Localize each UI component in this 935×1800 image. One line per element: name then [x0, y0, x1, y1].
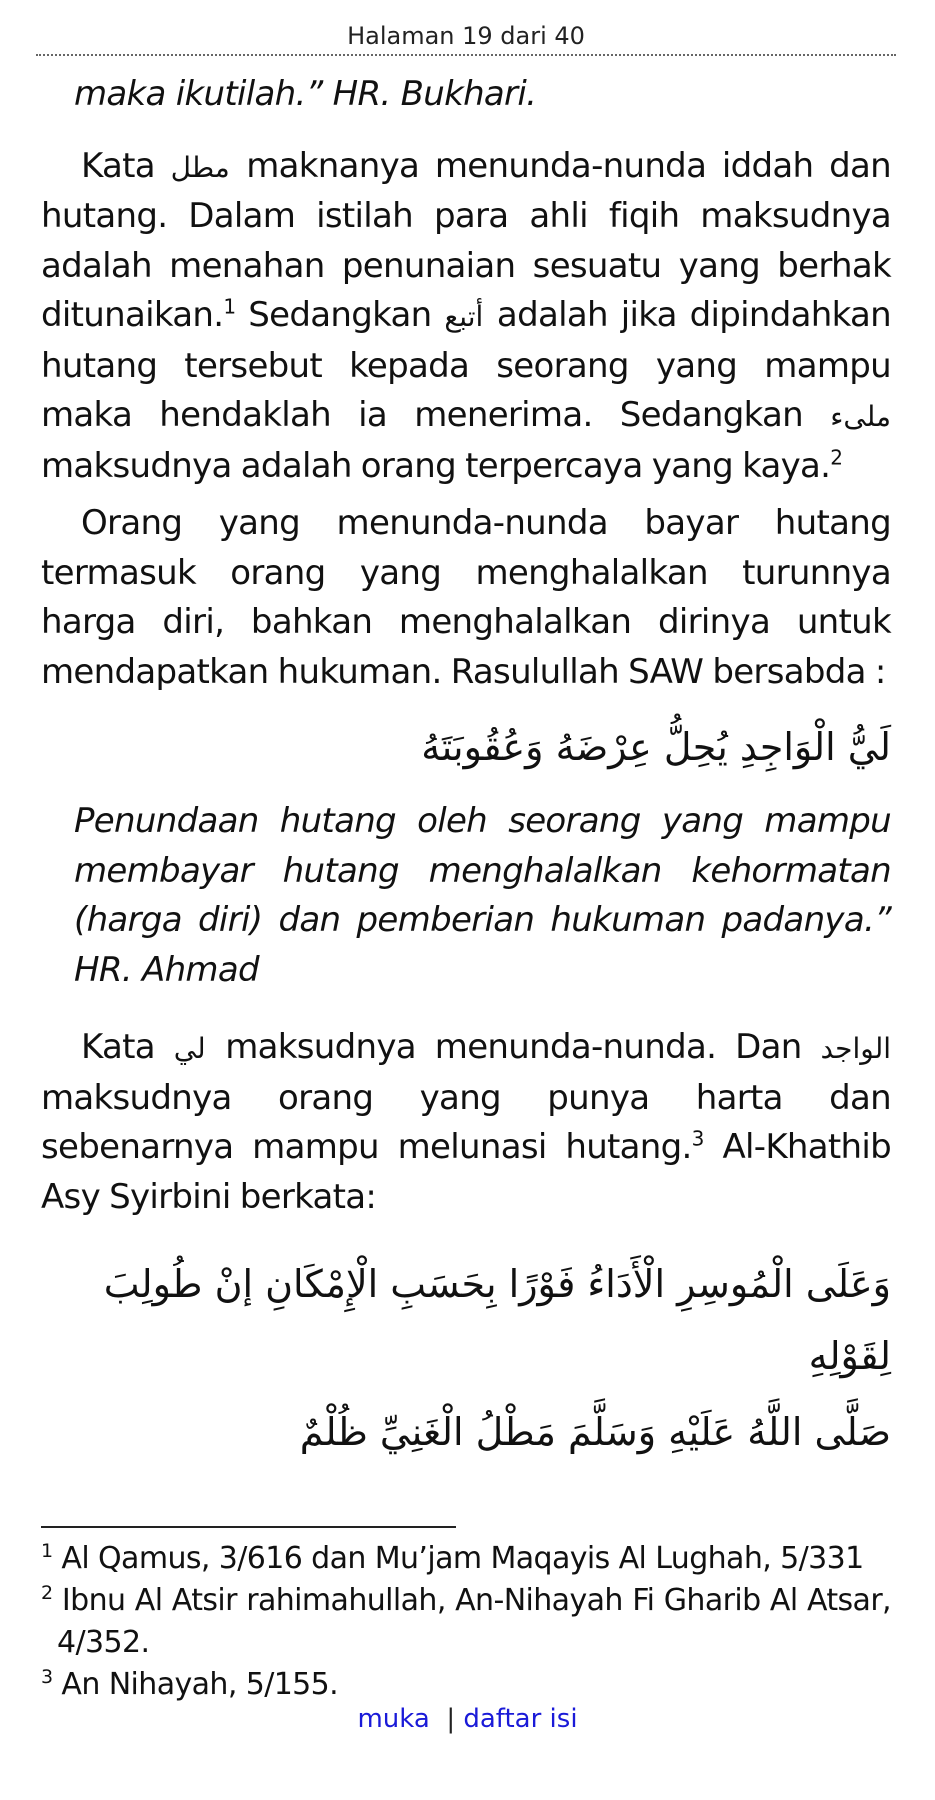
- nav-separator: |: [446, 1704, 456, 1734]
- text: adalah jika dipindahkan hutang tersebut kepada seorang yang mampu maka hendaklah ia menerima. Sedangkan: [41, 295, 891, 435]
- footnote-ref-3[interactable]: 3: [691, 1126, 704, 1151]
- hadith-continuation: maka ikutilah.” HR. Bukhari.: [74, 74, 537, 114]
- footnote-divider: [41, 1526, 456, 1528]
- footnote-number: 1: [41, 1540, 53, 1562]
- text: Kata: [81, 1027, 174, 1067]
- page-number-header: Halaman 19 dari 40: [36, 22, 896, 56]
- quote-arabic-line-1: وَعَلَى الْمُوسِرِ الْأَدَاءُ فَوْرًا بِحَسَبِ الْإِمْكَانِ إنْ طُولِبَ لِقَوْلِهِ: [103, 1262, 891, 1378]
- arabic-term-wajid: الواجد: [820, 1032, 891, 1065]
- footnote-number: 3: [41, 1666, 53, 1688]
- arabic-term-matl: مطل: [170, 150, 230, 184]
- footnote-3: [41, 1664, 891, 1706]
- footnote-text: An Nihayah, 5/155.: [52, 1667, 339, 1702]
- text: maksudnya adalah orang terpercaya yang kaya.: [41, 445, 831, 486]
- quote-arabic: [41, 1248, 891, 1468]
- text: maksudnya menunda-nunda. Dan: [205, 1027, 821, 1067]
- text: Sedangkan: [235, 295, 445, 335]
- page-content: [41, 68, 891, 1706]
- footnote-number: 2: [41, 1582, 53, 1604]
- paragraph-layyu-explanation: [41, 1023, 891, 1222]
- quote-arabic-line-2: صَلَّى اللَّهُ عَلَيْهِ وَسَلَّمَ مَطْلُ الْغَنِيِّ ظُلْمٌ: [299, 1410, 891, 1454]
- footnote-ref-1[interactable]: 1: [223, 294, 236, 319]
- text: Al-Khathib Asy Syirbini berkata:: [41, 1127, 892, 1217]
- arabic-term-maliy: ملىء: [830, 400, 891, 433]
- hadith-arabic: لَيُّ الْوَاجِدِ يُحِلُّ عِرْضَهُ وَعُقُوبَتَهُ: [421, 725, 891, 769]
- table-of-contents-link[interactable]: daftar isi: [463, 1704, 578, 1734]
- footnotes: [41, 1538, 891, 1706]
- footnote-text: Ibnu Al Atsir rahimahullah, An-Nihayah Fi Gharib Al Atsar, 4/352.: [52, 1583, 891, 1660]
- home-link[interactable]: muka: [357, 1704, 430, 1734]
- text: maksudnya orang yang punya harta dan sebenarnya mampu melunasi hutang.: [41, 1077, 891, 1167]
- hadith-translation: Penundaan hutang oleh seorang yang mampu membayar hutang menghalalkan kehormatan (harga diri) dan pemberian hukuman padanya.” HR. Ahmad: [74, 801, 891, 990]
- text: maknanya menunda-nunda iddah dan hutang. Dalam istilah para ahli fiqih maksudnya adalah menahan penunaian sesuatu yang berhak ditunaikan.: [41, 145, 891, 335]
- arabic-term-utbi: أتبع: [444, 300, 484, 333]
- paragraph-menunda: Orang yang menunda-nunda bayar hutang termasuk orang yang menghalalkan turunnya harga diri, bahkan menghalalkan dirinya untuk mendapatkan hukuman. Rasulullah SAW bersabda :: [41, 503, 891, 692]
- footnote-text: Al Qamus, 3/616 dan Mu’jam Maqayis Al Lughah, 5/331: [52, 1541, 864, 1576]
- page-navigation: [0, 1704, 935, 1734]
- footnote-2: [41, 1580, 891, 1664]
- text: Kata: [81, 145, 171, 186]
- footnote-ref-2[interactable]: 2: [830, 445, 843, 470]
- arabic-term-layyu: لي: [173, 1032, 206, 1065]
- footnote-1: [41, 1538, 891, 1580]
- paragraph-matl-explanation: [41, 142, 891, 492]
